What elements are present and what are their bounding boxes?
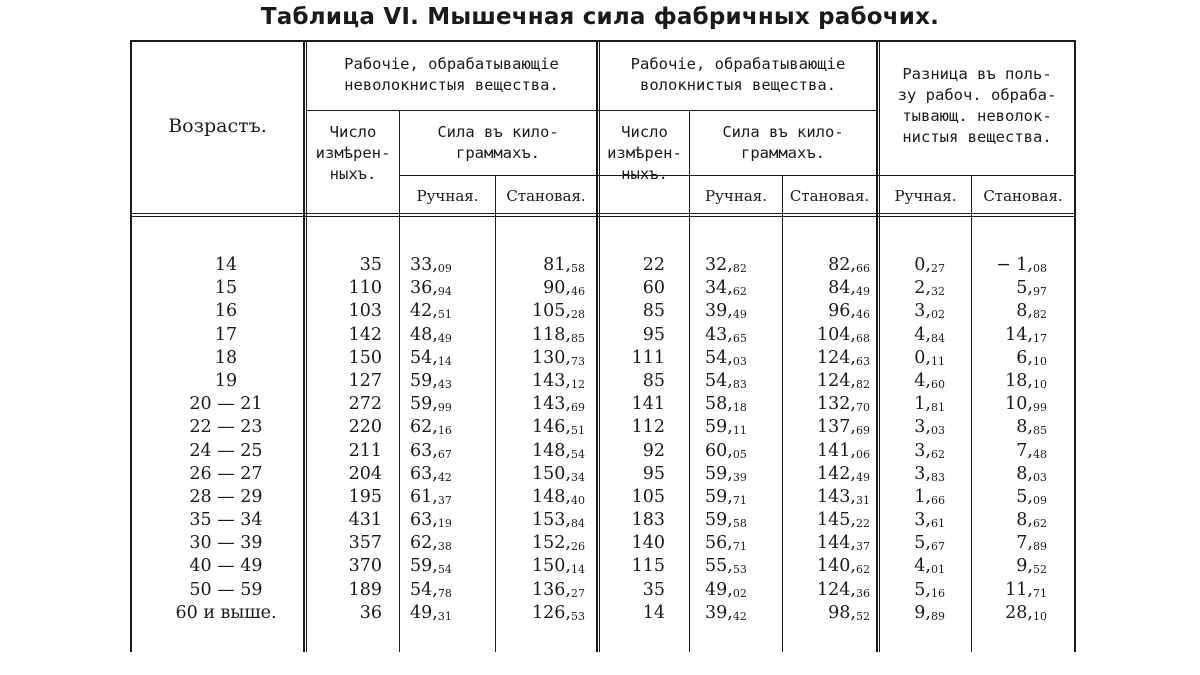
stanovaya1-cell: $81,_{58}$ [543, 255, 585, 275]
age-cell: 14 [214, 255, 238, 275]
count2-cell: 112 [631, 417, 665, 438]
stanovaya1-cell: $146,_{51}$ [532, 417, 585, 438]
difference-header: Разница въ поль- зу рабоч. обраба- тывающ. неволок- нистыя вещества. [897, 65, 1057, 146]
count1-cell: 110 [348, 278, 382, 299]
manual2-cell: $55,_{53}$ [705, 556, 747, 577]
stanovaya2-cell: $137,_{69}$ [817, 417, 870, 438]
count1-cell: 211 [348, 440, 382, 461]
stanovaya2-cell: $144,_{37}$ [817, 533, 870, 554]
manual2-cell: $49,_{02}$ [705, 579, 747, 600]
table-row [0, 300, 1200, 323]
stanovaya1-cell: $148,_{54}$ [532, 440, 585, 461]
count2-cell: 22 [642, 255, 665, 275]
diff-manual-cell: $0,_{27}$ [914, 255, 945, 275]
manual-header: Ручная. [704, 187, 767, 205]
manual2-cell: $59,_{11}$ [705, 417, 747, 438]
header-rule [307, 110, 876, 111]
table-row [0, 416, 1200, 439]
diff-stanovaya-cell: $8,_{62}$ [1016, 510, 1047, 531]
count1-cell: 357 [348, 533, 382, 554]
manual1-cell: $48,_{49}$ [410, 324, 452, 345]
stanovaya2-cell: $104,_{68}$ [817, 324, 870, 345]
diff-stanovaya-cell: $7,_{89}$ [1016, 533, 1047, 554]
age-cell: 35 — 34 [189, 510, 263, 531]
manual1-cell: $54,_{78}$ [410, 579, 452, 600]
diff-manual-cell: $3,_{83}$ [914, 463, 945, 484]
diff-stanovaya-cell: $8,_{82}$ [1016, 301, 1047, 322]
diff-manual-cell: $0,_{11}$ [914, 347, 945, 368]
age-cell: 24 — 25 [189, 440, 263, 461]
manual1-cell: $42,_{51}$ [410, 301, 452, 322]
count1-cell: 204 [348, 463, 382, 484]
stanovaya2-cell: $96,_{46}$ [828, 301, 870, 322]
count2-header: Число измѣрен- ныхъ. [607, 123, 682, 183]
age-cell: 18 [214, 347, 238, 368]
stanovaya1-cell: $90,_{46}$ [543, 278, 585, 299]
manual1-cell: $36,_{94}$ [410, 278, 452, 299]
stanovaya1-cell: $152,_{26}$ [532, 533, 585, 554]
table-row [0, 509, 1200, 532]
manual1-cell: $63,_{42}$ [410, 463, 452, 484]
group2-header: Рабочіе, обрабатывающіе волокнистыя вещества. [630, 55, 846, 94]
age-cell: 17 [214, 324, 238, 345]
manual1-cell: $62,_{16}$ [410, 417, 452, 438]
count1-cell: 272 [348, 394, 382, 415]
age-cell: 19 [214, 370, 238, 391]
diff-stanovaya-cell: $11,_{71}$ [1005, 579, 1047, 600]
count2-cell: 95 [642, 463, 665, 484]
diff-stanovaya-cell: $28,_{10}$ [1005, 602, 1047, 623]
count2-cell: 92 [642, 440, 665, 461]
count2-cell: 183 [631, 510, 665, 531]
manual2-cell: $39,_{49}$ [705, 301, 747, 322]
count2-cell: 111 [631, 347, 665, 368]
manual2-cell: $56,_{71}$ [705, 533, 747, 554]
age-cell: 50 — 59 [189, 579, 263, 600]
age-cell: 20 — 21 [189, 394, 263, 415]
stanovaya1-cell: $143,_{12}$ [532, 370, 585, 391]
stanovaya2-cell: $124,_{63}$ [817, 347, 870, 368]
age-cell: 60 и выше. [175, 602, 277, 623]
diff-stanovaya-cell: $6,_{10}$ [1016, 347, 1047, 368]
count2-cell: 85 [642, 370, 665, 391]
table-row [0, 370, 1200, 393]
age-header: Возрастъ. [168, 115, 267, 137]
diff-stanovaya-cell: $8,_{85}$ [1016, 417, 1047, 438]
manual1-cell: $59,_{99}$ [410, 394, 452, 415]
manual1-cell: $59,_{54}$ [410, 556, 452, 577]
stanovaya1-cell: $150,_{34}$ [532, 463, 585, 484]
manual1-cell: $59,_{43}$ [410, 370, 452, 391]
stanovaya1-cell: $118,_{85}$ [532, 324, 585, 345]
table-row [0, 579, 1200, 602]
manual1-cell: $61,_{37}$ [410, 486, 452, 507]
stanovaya1-cell: $130,_{73}$ [532, 347, 585, 368]
table-row [0, 463, 1200, 486]
manual2-cell: $32,_{82}$ [705, 255, 747, 275]
count1-cell: 142 [348, 324, 382, 345]
count1-cell: 127 [348, 370, 382, 391]
stanovaya1-cell: $105,_{28}$ [532, 301, 585, 322]
table-row [0, 254, 1200, 277]
diff-manual-cell: $3,_{02}$ [914, 301, 945, 322]
stanovaya1-cell: $150,_{14}$ [532, 556, 585, 577]
age-cell: 15 [214, 278, 238, 299]
table-row [0, 486, 1200, 509]
stanovaya1-cell: $148,_{40}$ [532, 486, 585, 507]
count2-cell: 105 [631, 486, 665, 507]
diff-stanovaya-cell: $9,_{52}$ [1016, 556, 1047, 577]
count1-cell: 150 [348, 347, 382, 368]
diff-stanovaya-cell: $7,_{48}$ [1016, 440, 1047, 461]
stanovaya-header: Становая. [789, 187, 870, 205]
diff-manual-cell: $1,_{66}$ [914, 486, 945, 507]
diff-manual-cell: $3,_{61}$ [914, 510, 945, 531]
stanovaya2-cell: $132,_{70}$ [817, 394, 870, 415]
age-cell: 28 — 29 [189, 486, 263, 507]
table-row [0, 393, 1200, 416]
manual1-cell: $63,_{67}$ [410, 440, 452, 461]
count1-cell: 103 [348, 301, 382, 322]
count2-cell: 14 [642, 602, 665, 623]
diff-stanovaya-cell: $8,_{03}$ [1016, 463, 1047, 484]
strength1-header: Сила въ кило- граммахъ. [437, 123, 559, 162]
stanovaya2-cell: $145,_{22}$ [817, 510, 870, 531]
stanovaya1-cell: $153,_{84}$ [532, 510, 585, 531]
count2-cell: 141 [631, 394, 665, 415]
count1-cell: 431 [348, 510, 382, 531]
diff-manual-cell: $9,_{89}$ [914, 602, 945, 623]
count1-cell: 370 [348, 556, 382, 577]
stanovaya1-cell: $126,_{53}$ [532, 602, 585, 623]
manual2-cell: $54,_{83}$ [705, 370, 747, 391]
stanovaya2-cell: $141,_{06}$ [817, 440, 870, 461]
stanovaya2-cell: $82,_{66}$ [828, 255, 870, 275]
age-cell: 26 — 27 [189, 463, 263, 484]
diff-manual-cell: $5,_{16}$ [914, 579, 945, 600]
table-row [0, 440, 1200, 463]
stanovaya2-cell: $124,_{82}$ [817, 370, 870, 391]
table-row [0, 347, 1200, 370]
diff-manual-cell: $5,_{67}$ [914, 533, 945, 554]
count1-cell: 195 [348, 486, 382, 507]
manual2-cell: $43,_{65}$ [705, 324, 747, 345]
count1-header: Число измѣрен- ныхъ. [315, 123, 391, 183]
diff-manual-cell: $3,_{62}$ [914, 440, 945, 461]
count1-cell: 189 [348, 579, 382, 600]
stanovaya2-cell: $98,_{52}$ [828, 602, 870, 623]
top-border [130, 40, 1076, 42]
manual-header: Ручная. [416, 187, 479, 205]
diff-stanovaya-cell: − $1,_{08}$ [996, 255, 1047, 275]
header-rule [399, 175, 1076, 176]
group1-header: Рабочіе, обрабатывающіе неволокнистыя вещества. [344, 55, 559, 94]
diff-stanovaya-cell: $18,_{10}$ [1005, 370, 1047, 391]
strength2-header: Сила въ кило- граммахъ. [722, 123, 844, 162]
manual2-cell: $54,_{03}$ [705, 347, 747, 368]
manual1-cell: $62,_{38}$ [410, 533, 452, 554]
count2-cell: 140 [631, 533, 665, 554]
age-cell: 22 — 23 [189, 417, 263, 438]
diff-stanovaya-cell: $14,_{17}$ [1005, 324, 1047, 345]
stanovaya2-cell: $124,_{36}$ [817, 579, 870, 600]
stanovaya-header: Становая. [983, 187, 1063, 205]
manual2-cell: $59,_{39}$ [705, 463, 747, 484]
stanovaya2-cell: $143,_{31}$ [817, 486, 870, 507]
table-row [0, 555, 1200, 578]
header-bottom-rule [130, 216, 1076, 217]
count2-cell: 115 [631, 556, 665, 577]
diff-manual-cell: $1,_{81}$ [914, 394, 945, 415]
manual1-cell: $54,_{14}$ [410, 347, 452, 368]
manual2-cell: $59,_{58}$ [705, 510, 747, 531]
diff-manual-cell: $3,_{03}$ [914, 417, 945, 438]
diff-manual-cell: $2,_{32}$ [914, 278, 945, 299]
stanovaya-header: Становая. [506, 187, 586, 205]
age-cell: 40 — 49 [189, 556, 263, 577]
table-title: Таблица VI. Мышечная сила фабричных рабочих. [260, 4, 940, 30]
diff-manual-cell: $4,_{01}$ [914, 556, 945, 577]
manual-header: Ручная. [894, 187, 957, 205]
count1-cell: 35 [359, 255, 382, 275]
count2-cell: 35 [642, 579, 665, 600]
manual2-cell: $34,_{62}$ [705, 278, 747, 299]
age-cell: 30 — 39 [189, 533, 263, 554]
manual2-cell: $58,_{18}$ [705, 394, 747, 415]
count2-cell: 60 [642, 278, 665, 299]
table-row [0, 602, 1200, 625]
stanovaya2-cell: $142,_{49}$ [817, 463, 870, 484]
manual1-cell: $49,_{31}$ [410, 602, 452, 623]
table-row [0, 532, 1200, 555]
diff-stanovaya-cell: $10,_{99}$ [1005, 394, 1047, 415]
diff-stanovaya-cell: $5,_{97}$ [1016, 278, 1047, 299]
count1-cell: 36 [359, 602, 382, 623]
manual2-cell: $60,_{05}$ [705, 440, 747, 461]
stanovaya2-cell: $140,_{62}$ [817, 556, 870, 577]
stanovaya1-cell: $136,_{27}$ [532, 579, 585, 600]
stanovaya1-cell: $143,_{69}$ [532, 394, 585, 415]
diff-manual-cell: $4,_{60}$ [914, 370, 945, 391]
diff-stanovaya-cell: $5,_{09}$ [1016, 486, 1047, 507]
stanovaya2-cell: $84,_{49}$ [828, 278, 870, 299]
manual2-cell: $39,_{42}$ [705, 602, 747, 623]
count2-cell: 85 [642, 301, 665, 322]
manual1-cell: $63,_{19}$ [410, 510, 452, 531]
diff-manual-cell: $4,_{84}$ [914, 324, 945, 345]
count2-cell: 95 [642, 324, 665, 345]
header-bottom-rule [130, 213, 1076, 214]
table-row [0, 324, 1200, 347]
table-row [0, 277, 1200, 300]
count1-cell: 220 [348, 417, 382, 438]
table-body [0, 254, 1200, 625]
age-cell: 16 [214, 301, 238, 322]
manual1-cell: $33,_{09}$ [410, 255, 452, 275]
manual2-cell: $59,_{71}$ [705, 486, 747, 507]
